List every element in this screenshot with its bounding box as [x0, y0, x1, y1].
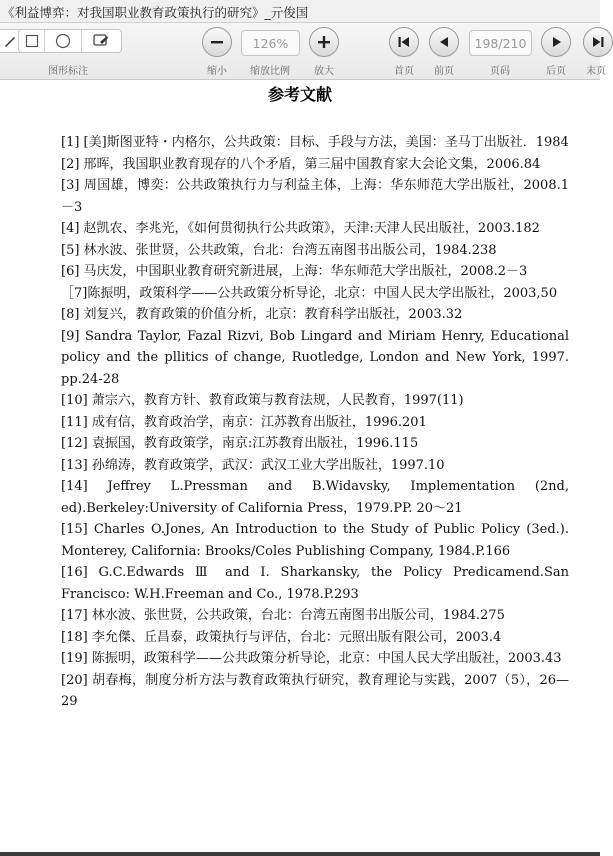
page-field[interactable]: 198/210 [469, 30, 532, 56]
note-icon [93, 34, 109, 48]
document-page [0, 80, 600, 856]
reference-item: [12] 袁振国，教育政策学，南京:江苏教育出版社，1996.115 [61, 436, 419, 451]
reference-item: [14] Jeffrey L.Pressman and B.Widavsky, Implementation (2nd, ed).Berkeley:University of California Press，1979.PP. 20～21 [61, 479, 569, 516]
zoom-field[interactable]: 126% [241, 30, 300, 56]
reference-item: [19] 陈振明，政策科学——公共政策分析导论，北京：中国人民大学出版社，2003.43 [61, 651, 562, 666]
zoom-in-label: 放大 [314, 66, 334, 77]
page-label: 页码 [490, 66, 510, 77]
ellipse-tool-button[interactable] [45, 30, 81, 52]
first-page-button[interactable] [389, 27, 419, 57]
reference-item: [15] Charles O.Jones, An Introduction to the Study of Public Policy (3ed.). Monterey, California: Brooks/Coles Publishing Company, 1984.P.166 [61, 522, 569, 559]
horizontal-scrollbar[interactable] [0, 852, 600, 856]
reference-item: ［7]陈振明，政策科学——公共政策分析导论，北京：中国人民大学出版社，2003,50 [61, 285, 558, 301]
annotation-shapes-group [18, 29, 122, 53]
window-title: 《利益博弈：对我国职业教育政策执行的研究》_亓俊国 [2, 5, 309, 20]
reference-item: [11] 成有信，教育政治学，南京：江苏教育出版社，1996.201 [61, 414, 427, 430]
reference-item: [8] 刘复兴，教育政策的价值分析，北京：教育科学出版社，2003.32 [61, 307, 463, 322]
prev-page-icon [436, 34, 452, 50]
first-page-icon [396, 34, 412, 50]
reference-item: [13] 孙绵涛，教育政策学，武汉：武汉工业大学出版社，1997.10 [61, 457, 445, 473]
toolbar [0, 23, 606, 80]
zoom-out-button[interactable] [202, 27, 232, 57]
pen-icon [4, 35, 16, 47]
prev-page-button[interactable] [429, 27, 459, 57]
rectangle-icon [25, 34, 39, 48]
annotation-label: 图形标注 [48, 66, 88, 77]
reference-item: [1] [美]斯图亚特・内格尔，公共政策：目标、手段与方法，美国：圣马丁出版社．1984 [61, 135, 569, 150]
zoom-out-label: 缩小 [207, 66, 227, 77]
last-page-label: 末页 [586, 66, 606, 77]
plus-icon [316, 34, 332, 50]
ellipse-icon [55, 33, 71, 49]
minus-icon [209, 34, 225, 50]
rectangle-tool-button[interactable] [19, 30, 45, 52]
next-page-icon [548, 34, 564, 50]
references-heading: 参考文献 [267, 85, 332, 104]
reference-item: [10] 萧宗六，教育方针、教育政策与教育法规，人民教育，1997(11) [61, 393, 464, 408]
last-page-icon [590, 34, 606, 50]
title-bar [0, 0, 600, 23]
next-page-button[interactable] [541, 27, 571, 57]
prev-page-label: 前页 [434, 66, 454, 77]
reference-item: [5] 林水波、张世贤，公共政策，台北：台湾五南图书出版公司，1984.238 [61, 242, 497, 258]
last-page-button[interactable] [583, 27, 613, 57]
reference-item: [17] 林水波、张世贤，公共政策，台北：台湾五南图书出版公司，1984.275 [61, 608, 505, 623]
reference-item: [2] 邢晖，我国职业教育现存的八个矛盾，第三届中国教育家大会论文集，2006.84 [61, 156, 541, 172]
zoom-ratio-label: 缩放比例 [250, 66, 290, 77]
reference-list [61, 132, 569, 713]
reference-item: [3] 周国雄，博奕：公共政策执行力与利益主体，上海：华东师范大学出版社，2008.1－3 [61, 178, 569, 215]
reference-item: [16] G.C.Edwards Ⅲ and I. Sharkansky, the Policy Predicamend.San Francisco: W.H.Freeman and Co., 1978.P.293 [61, 565, 569, 602]
reference-item: [18] 李允傑、丘昌泰，政策执行与评估，台北：元照出版有限公司，2003.4 [61, 629, 502, 645]
first-page-label: 首页 [394, 66, 414, 77]
zoom-in-button[interactable] [309, 27, 339, 57]
next-page-label: 后页 [546, 66, 566, 77]
reference-item: [4] 赵凯农、李兆光，《如何贯彻执行公共政策》，天津:天津人民出版社，2003.182 [61, 221, 540, 236]
reference-item: [9] Sandra Taylor, Fazal Rizvi, Bob Lingard and Miriam Henry, Educational policy and the pllitics of change, Ruotledge, London and New York, 1997. pp.24-28 [61, 328, 569, 387]
note-tool-button[interactable] [82, 30, 121, 52]
reference-item: [6] 马庆发，中国职业教育研究新进展，上海：华东师范大学出版社，2008.2－3 [61, 264, 528, 279]
reference-item: [20] 胡春梅，制度分析方法与教育政策执行研究，教育理论与实践，2007（5），26—29 [61, 672, 569, 709]
